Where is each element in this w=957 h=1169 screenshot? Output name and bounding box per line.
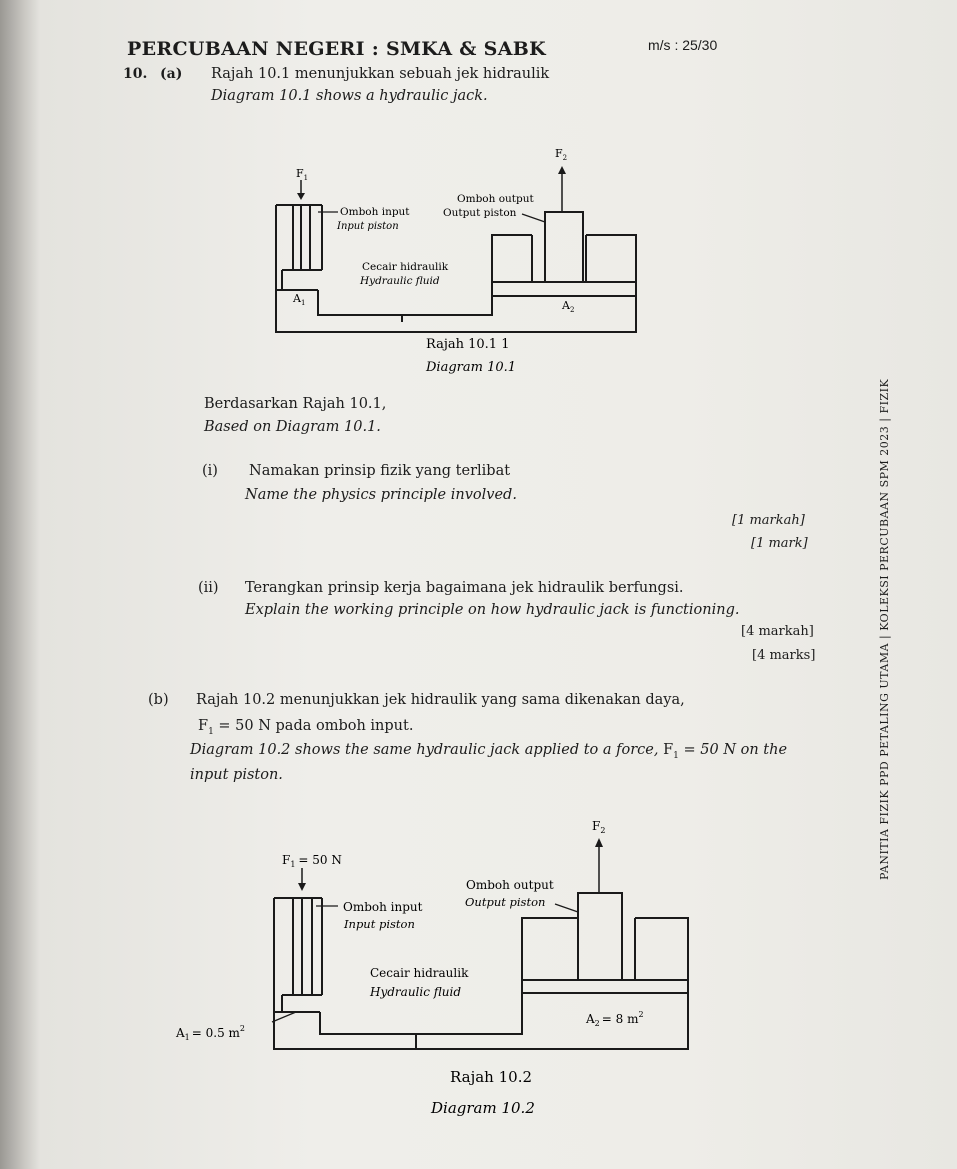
q-i-mark-ms: [1 markah]: [732, 513, 805, 528]
input-ms-label: Omboh input: [340, 206, 410, 218]
fluid-ms-label: Cecair hidraulik: [362, 261, 449, 273]
part-b-en-1: Diagram 10.2 shows the same hydraulic jack applied to a force, $F_1 = 50$ N on the: [190, 742, 788, 761]
based-on-en: Based on Diagram 10.1.: [204, 419, 381, 435]
diagram1-caption-en: Diagram 10.1: [426, 360, 517, 375]
part-b-ms-1: Rajah 10.2 menunjukkan jek hidraulik yang sama dikenakan daya,: [196, 692, 685, 708]
diagram2-caption-en: Diagram 10.2: [431, 1099, 535, 1117]
f2-label: $F_2$: [555, 147, 568, 162]
q-i-label: (i): [202, 463, 218, 479]
a2-label: $A_2$: [562, 299, 575, 314]
diagram1-caption-ms: Rajah 10.1 1: [426, 337, 510, 352]
diagram-10-2: [0, 780, 957, 1169]
d2-output-ms-label: Omboh output: [466, 878, 554, 892]
d2-fluid-en-label: Hydraulic fluid: [370, 985, 462, 999]
d2-f2-label: $F_2$: [592, 819, 606, 835]
input-en-label: Input piston: [337, 221, 399, 232]
d2-a2-label: $A_2 = 8$ $m^2$: [586, 1010, 644, 1028]
q-i-ms: Namakan prinsip fizik yang terlibat: [249, 463, 511, 479]
q-i-en: Name the physics principle involved.: [245, 487, 517, 503]
side-watermark-text: PANITIA FIZIK PPD PETALING UTAMA | KOLEKSI PERCUBAAN SPM 2023 | FIZIK: [878, 378, 891, 880]
q-ii-ms: Terangkan prinsip kerja bagaimana jek hidraulik berfungsi.: [245, 580, 684, 596]
d2-input-en-label: Input piston: [344, 917, 415, 931]
page-title: PERCUBAAN NEGERI : SMKA & SABK: [127, 38, 546, 60]
based-on-ms: Berdasarkan Rajah 10.1,: [204, 396, 387, 412]
part-b-en-2: input piston.: [190, 767, 283, 783]
part-a-label: (a): [160, 66, 183, 82]
q-i-mark-en: [1 mark]: [751, 536, 808, 551]
a1-label: $A_1$: [293, 292, 306, 307]
d2-f1-label: $F_1 = 50$ N: [282, 853, 342, 869]
diagram2-caption-ms: Rajah 10.2: [450, 1068, 533, 1086]
d2-fluid-ms-label: Cecair hidraulik: [370, 966, 469, 980]
q-ii-mark-ms: [4 markah]: [741, 624, 814, 639]
q-ii-mark-en: [4 marks]: [752, 648, 816, 663]
output-ms-label: Omboh output: [457, 193, 534, 205]
part-a-intro-en: Diagram 10.1 shows a hydraulic jack.: [211, 88, 488, 104]
part-b-label: (b): [148, 692, 169, 708]
d2-a1-label: $A_1 = 0.5$ $m^2$: [176, 1024, 246, 1042]
part-a-intro-ms: Rajah 10.1 menunjukkan sebuah jek hidraulik: [211, 66, 550, 82]
output-en-label: Output piston: [443, 207, 517, 219]
q-ii-label: (ii): [198, 580, 219, 596]
diagram-10-1: [0, 0, 957, 400]
fluid-en-label: Hydraulic fluid: [360, 275, 440, 287]
d2-output-en-label: Output piston: [465, 895, 546, 909]
f1-label: $F_1$: [296, 167, 309, 182]
part-b-ms-2: $F_1 = 50$ N pada omboh input.: [198, 718, 414, 737]
q-ii-en: Explain the working principle on how hydraulic jack is functioning.: [245, 602, 740, 618]
d2-input-ms-label: Omboh input: [343, 900, 423, 914]
page-number: m/s : 25/30: [648, 37, 718, 53]
question-number: 10.: [123, 66, 148, 82]
